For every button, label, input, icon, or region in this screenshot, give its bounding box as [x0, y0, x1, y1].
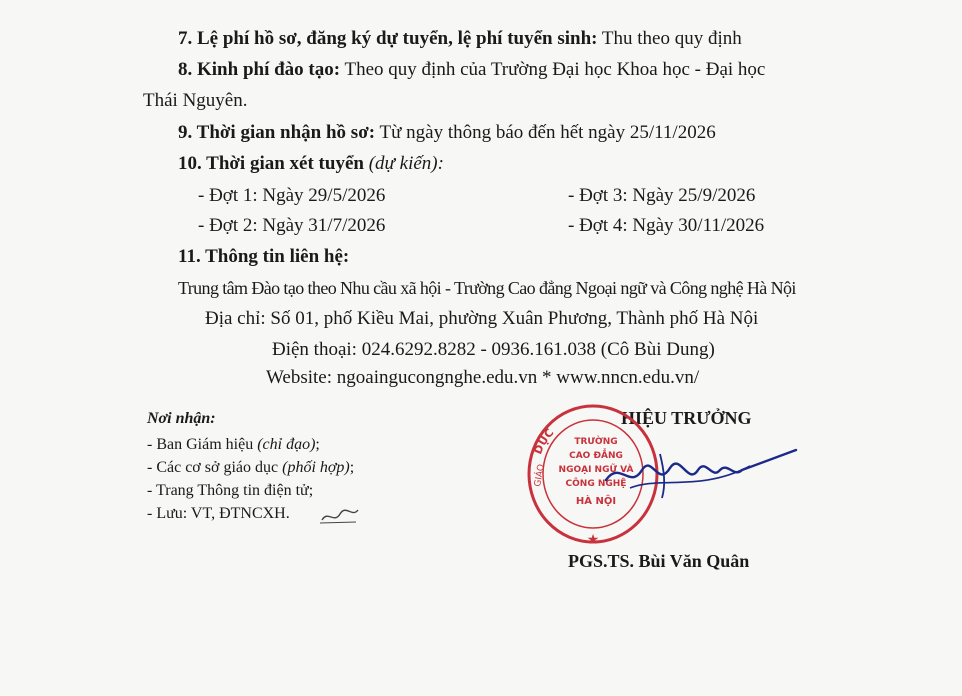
- signature-name: PGS.TS. Bùi Văn Quân: [568, 551, 750, 571]
- item-fee-value: Thu theo quy định: [601, 28, 742, 49]
- contact-phone: Điện thoại: 024.6292.8282 - 0936.161.038 (Cô Bùi Dung): [272, 339, 715, 360]
- recipient-4: - Lưu: VT, ĐTNCXH.: [147, 505, 290, 522]
- seal-line-3: NGOẠI NGỮ VÀ: [558, 465, 634, 475]
- item-funding-label: 8. Kinh phí đào tạo:: [178, 59, 341, 80]
- round-2: - Đợt 2: Ngày 31/7/2026: [198, 215, 386, 236]
- recipient-1-end: ;: [315, 436, 320, 453]
- seal-line-5: HÀ NỘI: [575, 496, 617, 507]
- recipient-1: [147, 434, 320, 456]
- round-3: - Đợt 3: Ngày 25/9/2026: [568, 185, 756, 206]
- contact-center: Trung tâm Đào tạo theo Nhu cầu xã hội - Trường Cao đẳng Ngoại ngữ và Công nghệ Hà Nội: [178, 278, 796, 298]
- item-review-time: [178, 152, 444, 176]
- item-receive-time: [178, 121, 716, 145]
- recipient-1-text: - Ban Giám hiệu: [147, 436, 258, 453]
- item-review-time-note: (dự kiến):: [368, 153, 444, 174]
- recipient-2: [147, 457, 354, 479]
- recipient-2-note: (phối hợp): [282, 459, 350, 476]
- item-funding: [178, 58, 765, 82]
- seal-line-4: CÔNG NGHỆ: [565, 479, 627, 489]
- recipient-2-text: - Các cơ sở giáo dục: [147, 459, 283, 476]
- item-receive-time-label: 9. Thời gian nhận hồ sơ:: [178, 122, 376, 143]
- signature-icon: [600, 440, 800, 510]
- item-contact-label: 11. Thông tin liên hệ:: [178, 246, 350, 267]
- seal-line-2: CAO ĐẲNG: [569, 451, 623, 461]
- item-receive-time-value: Từ ngày thông báo đến hết ngày 25/11/2026: [379, 122, 716, 143]
- item-fee: [178, 27, 742, 51]
- item-funding-value: Theo quy định của Trường Đại học Khoa học - Đại học: [344, 59, 766, 80]
- recipient-2-end: ;: [349, 459, 355, 476]
- seal-outer-top: DỤC: [531, 426, 557, 457]
- signature-position: HIỆU TRƯỞNG: [621, 408, 752, 428]
- seal-star: ★: [586, 532, 600, 548]
- item-funding-cont: Thái Nguyên.: [143, 90, 248, 111]
- seal-line-1: TRƯỜNG: [574, 437, 618, 447]
- round-1: - Đợt 1: Ngày 29/5/2026: [198, 185, 386, 206]
- contact-website: Website: ngoaingucongnghe.edu.vn * www.nncn.edu.vn/: [266, 367, 700, 388]
- initial-mark-icon: [318, 504, 362, 526]
- recipient-3: - Trang Thông tin điện tử;: [147, 482, 314, 499]
- seal-outer-left: GIÁO: [533, 463, 547, 488]
- recipient-1-note: (chỉ đạo): [257, 436, 316, 453]
- item-fee-label: 7. Lệ phí hồ sơ, đăng ký dự tuyển, lệ phí tuyển sinh:: [178, 28, 598, 49]
- contact-address: Địa chỉ: Số 01, phố Kiều Mai, phường Xuân Phương, Thành phố Hà Nội: [205, 308, 759, 329]
- recipients-title: Nơi nhận:: [147, 410, 216, 427]
- round-4: - Đợt 4: Ngày 30/11/2026: [568, 215, 765, 236]
- item-review-time-label: 10. Thời gian xét tuyển: [178, 153, 364, 174]
